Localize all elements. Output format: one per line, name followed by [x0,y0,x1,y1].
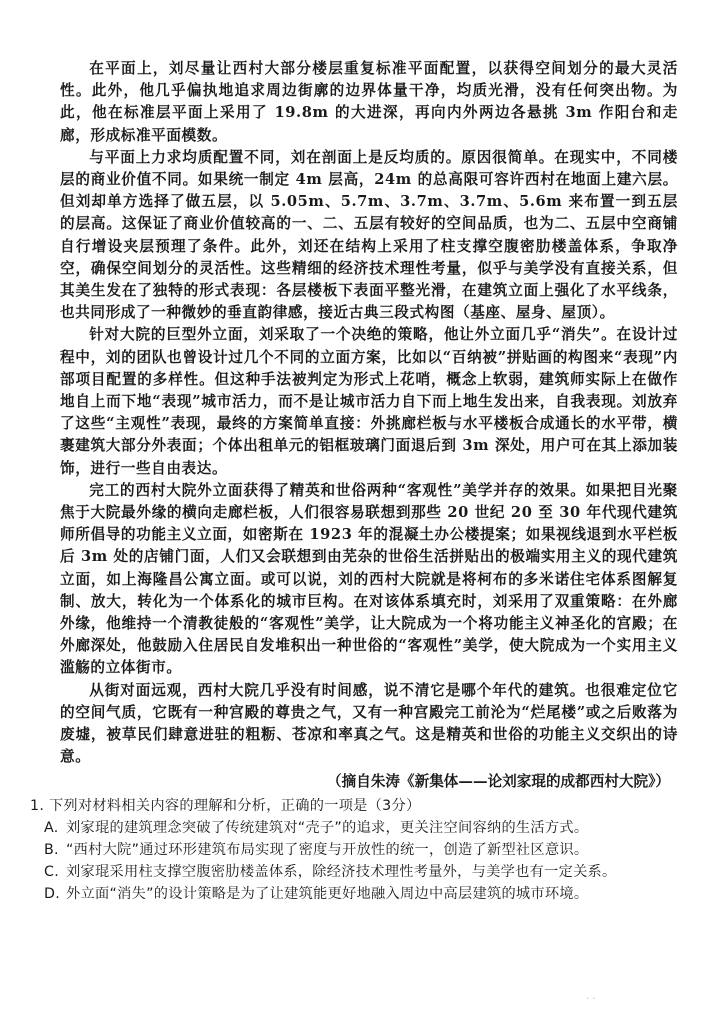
paragraph-1: 在平面上，刘尽量让西村大部分楼层重复标准平面配置，以获得空间划分的最大灵活性。此外，他几乎偏执地追求周边街廓的边界体量干净，均质光滑，没有任何突出物。为此，他在标准层平面上采用了 19.8m 的大进深，再向内外两边各悬挑 3m 作阳台和走廊，形成标准平面模数。 [60,60,678,144]
option-text: 刘家琨采用柱支撑空腹密肋楼盖体系，除经济技术理性考量外，与美学也有一定关系。 [66,863,617,880]
option-c [44,861,678,883]
article-body [60,58,678,769]
option-letter: B. [44,841,59,858]
question-stem: 1. 下列对材料相关内容的理解和分析，正确的一项是（3分） [30,797,421,814]
option-text: “西村大院”通过环形建筑布局实现了密度与开放性的统一，创造了新型社区意识。 [66,841,589,858]
option-letter: C. [44,863,60,880]
paragraph-5: 从街对面远观，西村大院几乎没有时间感，说不清它是哪个年代的建筑。也很难定位它的空间气质，它既有一种宫殿的尊贵之气，又有一种宫殿完工前沦为“烂尾楼”或之后败落为废墟，被草民们肆意进驻的粗粝、苍凉和率真之气。这是精英和世俗的功能主义交织出的诗意。 [60,681,678,766]
option-letter: A. [44,819,59,836]
option-text: 外立面“消失”的设计策略是为了让建筑能更好地融入周边中高层建筑的城市环境。 [66,885,589,902]
paragraph-2: 与平面上力求均质配置不同，刘在剖面上是反均质的。原因很简单。在现实中，不同楼层的商业价值不同。如果统一制定 4m 层高，24m 的总高限可容许西村在地面上建六层。但刘却单方选择了做五层，以 5.05m、5.7m、3.7m、3.7m、5.6m 来布置一到五层的层高。这保证了商业价值较高的一、二、五层有较好的空间品质，也为二、五层中空商铺自行增设夹层预理了条件。此外，刘还在结构上采用了柱支撑空腹密肋楼盖体系，争取净空，确保空间划分的灵活性。这些精细的经济技术理性考量，似乎与美学没有直接关系，但其美生发在了独特的形式表现：各层楼板下表面平整光滑，在建筑立面上强化了水平线条，也共同形成了一种微妙的垂直韵律感，接近古典三段式构图（基座、屋身、屋顶）。 [60,148,678,322]
scan-corner-mark: · · [586,994,596,1005]
paragraph-4: 完工的西村大院外立面获得了精英和世俗两种“客观性”美学并存的效果。如果把目光聚焦于大院最外缘的横向走廊栏板，人们很容易联想到那些 20 世纪 20 至 30 年代现代建筑师所倡导的功能主义立面，如密斯在 1923 年的混凝土办公楼提案；如果视线退到水平栏板后 3m 处的店铺门面，人们又会联想到由芜杂的世俗生活拼贴出的极端实用主义的现代建筑立面，如上海隆昌公寓立面。或可以说，刘的西村大院就是将柯布的多米诺住宅体系图解复制、放大，转化为一个体系化的城市巨构。在对该体系填充时，刘采用了双重策略：在外廊外缘，他维持一个清教徒般的“客观性”美学，让大院成为一个将功能主义神圣化的宫殿；在外廊深处，他鼓励入住居民自发堆积出一种世俗的“客观性”美学，使大院成为一个实用主义滥觞的立体街市。 [60,481,678,677]
option-letter: D. [44,885,61,902]
option-d [44,883,678,905]
option-a [44,817,678,839]
paragraph-3: 针对大院的巨型外立面，刘采取了一个决绝的策略，他让外立面几乎“消失”。在设计过程中，刘的团队也曾设计过几个不同的立面方案，比如以“百纳被”拼贴画的构图来“表现”内部项目配置的多样性。但这种手法被判定为形式上花哨，概念上软弱，建筑师实际上在做作地自上而下地“表现”城市活力，而不是让城市活力自下而上地生发出来，自我表现。刘放弃了这些“主观性”表现，最终的方案简单直接：外挑廊栏板与水平楼板合成通长的水平带，横裹建筑大部分外表面；个体出租单元的铝框玻璃门面退后到 3m 深处，用户可在其上添加装饰，进行一些自由表达。 [60,326,678,477]
source-citation: （摘自朱涛《新集体——论刘家琨的成都西村大院》） [327,772,670,790]
option-b [44,839,678,861]
option-text: 刘家琨的建筑理念突破了传统建筑对“壳子”的追求，更关注空间容纳的生活方式。 [66,819,589,836]
question-1 [30,795,678,905]
